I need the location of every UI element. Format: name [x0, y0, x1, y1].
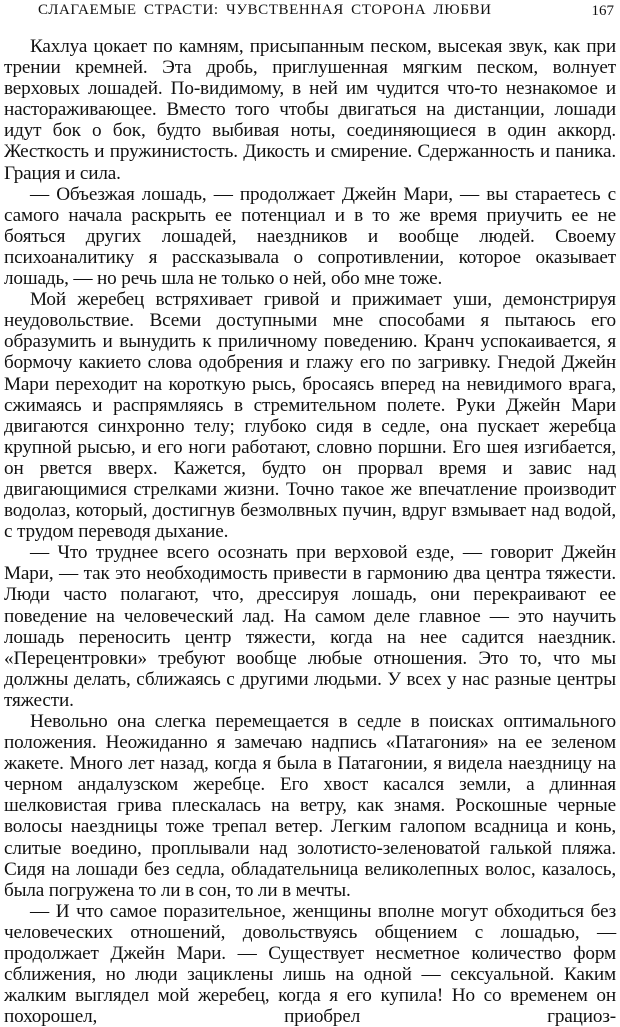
running-title: СЛАГАЕМЫЕ СТРАСТИ: ЧУВСТВЕННАЯ СТОРОНА ЛЮБВИ — [38, 2, 492, 18]
paragraph: — И что самое поразительное, женщины вполне могут обходиться без человеческих отношений, довольствуясь общением с лошадью, — продолжает Джейн Мари. — Существует несметное количество форм сближения, но люди зациклены лишь на одной — сексуальной. Каким жалким выглядел мой жеребец, когда я его купила! Но со временем он похорошел, приобрел грациоз- — [4, 900, 616, 1027]
page-number: 167 — [591, 3, 614, 19]
body-text — [4, 36, 616, 1027]
paragraph: — Что труднее всего осознать при верховой езде, — говорит Джейн Мари, — так это необходимость привести в гармонию два центра тяжести. Люди часто полагают, что, дрессируя лошадь, они перекраивают ее поведение на человеческий лад. На самом деле главное — это научить лошадь переносить центр тяжести, когда на нее садится наездник. «Перецентровки» требуют вообще любые отношения. Это то, что мы должны делать, сближаясь с другими людьми. У всех у нас разные центры тяжести. — [4, 542, 616, 711]
paragraph: Мой жеребец встряхивает гривой и прижимает уши, демонстрируя неудовольствие. Всеми доступными мне способами я пытаюсь его образумить и вынудить к приличному поведению. Кранч успокаивается, я бормочу какието слова одобрения и глажу его по загривку. Гнедой Джейн Мари переходит на короткую рысь, бросаясь вперед на невидимого врага, сжимаясь и распрямляясь в стремительном полете. Руки Джейн Мари двигаются синхронно телу; глубоко сидя в седле, она пускает жеребца крупной рысью, и его ноги работают, словно поршни. Его шея изгибается, он рвется вверх. Кажется, будто он прорвал время и завис над двигающимися стрелками жизни. Точно такое же впечатление производит водолаз, который, достигнув безмолвных пучин, вдруг взмывает над водой, с трудом переводя дыхание. — [4, 289, 616, 543]
paragraph: Невольно она слегка перемещается в седле в поисках оптимального положения. Неожиданно я замечаю надпись «Патагония» на ее зеленом жакете. Много лет назад, когда я была в Патагонии, я видела наездницу на черном андалузском жеребце. Его хвост касался земли, а длинная шелковистая грива плескалась на ветру, как знамя. Роскошные черные волосы наездницы тоже трепал ветер. Легким галопом всадница и конь, слитые воедино, проплывали над золотисто-зеленоватой галькой пляжа. Сидя на лошади без седла, обладательница великолепных волос, казалось, была погружена то ли в сон, то ли в мечты. — [4, 711, 616, 901]
page-header — [4, 2, 616, 24]
paragraph: — Объезжая лошадь, — продолжает Джейн Мари, — вы стараетесь с самого начала раскрыть ее потенциал и в то же время приучить ее не бояться других лошадей, наездников и вообще людей. Своему психоаналитику я рассказывала о сопротивлении, которое оказывает лошадь, — но речь шла не только о ней, обо мне тоже. — [4, 183, 616, 290]
paragraph: Кахлуа цокает по камням, присыпанным песком, высекая звук, как при трении кремней. Эта дробь, приглушенная мягким песком, волнует верховых лошадей. По-видимому, в ней им чудится что-то незнакомое и настораживающее. Вместо того чтобы двигаться на дистанции, лошади идут бок о бок, будто выбивая ноты, соединяющиеся в один аккорд. Жесткость и пружинистость. Дикость и смирение. Сдержанность и паника. Грация и сила. — [4, 36, 616, 184]
